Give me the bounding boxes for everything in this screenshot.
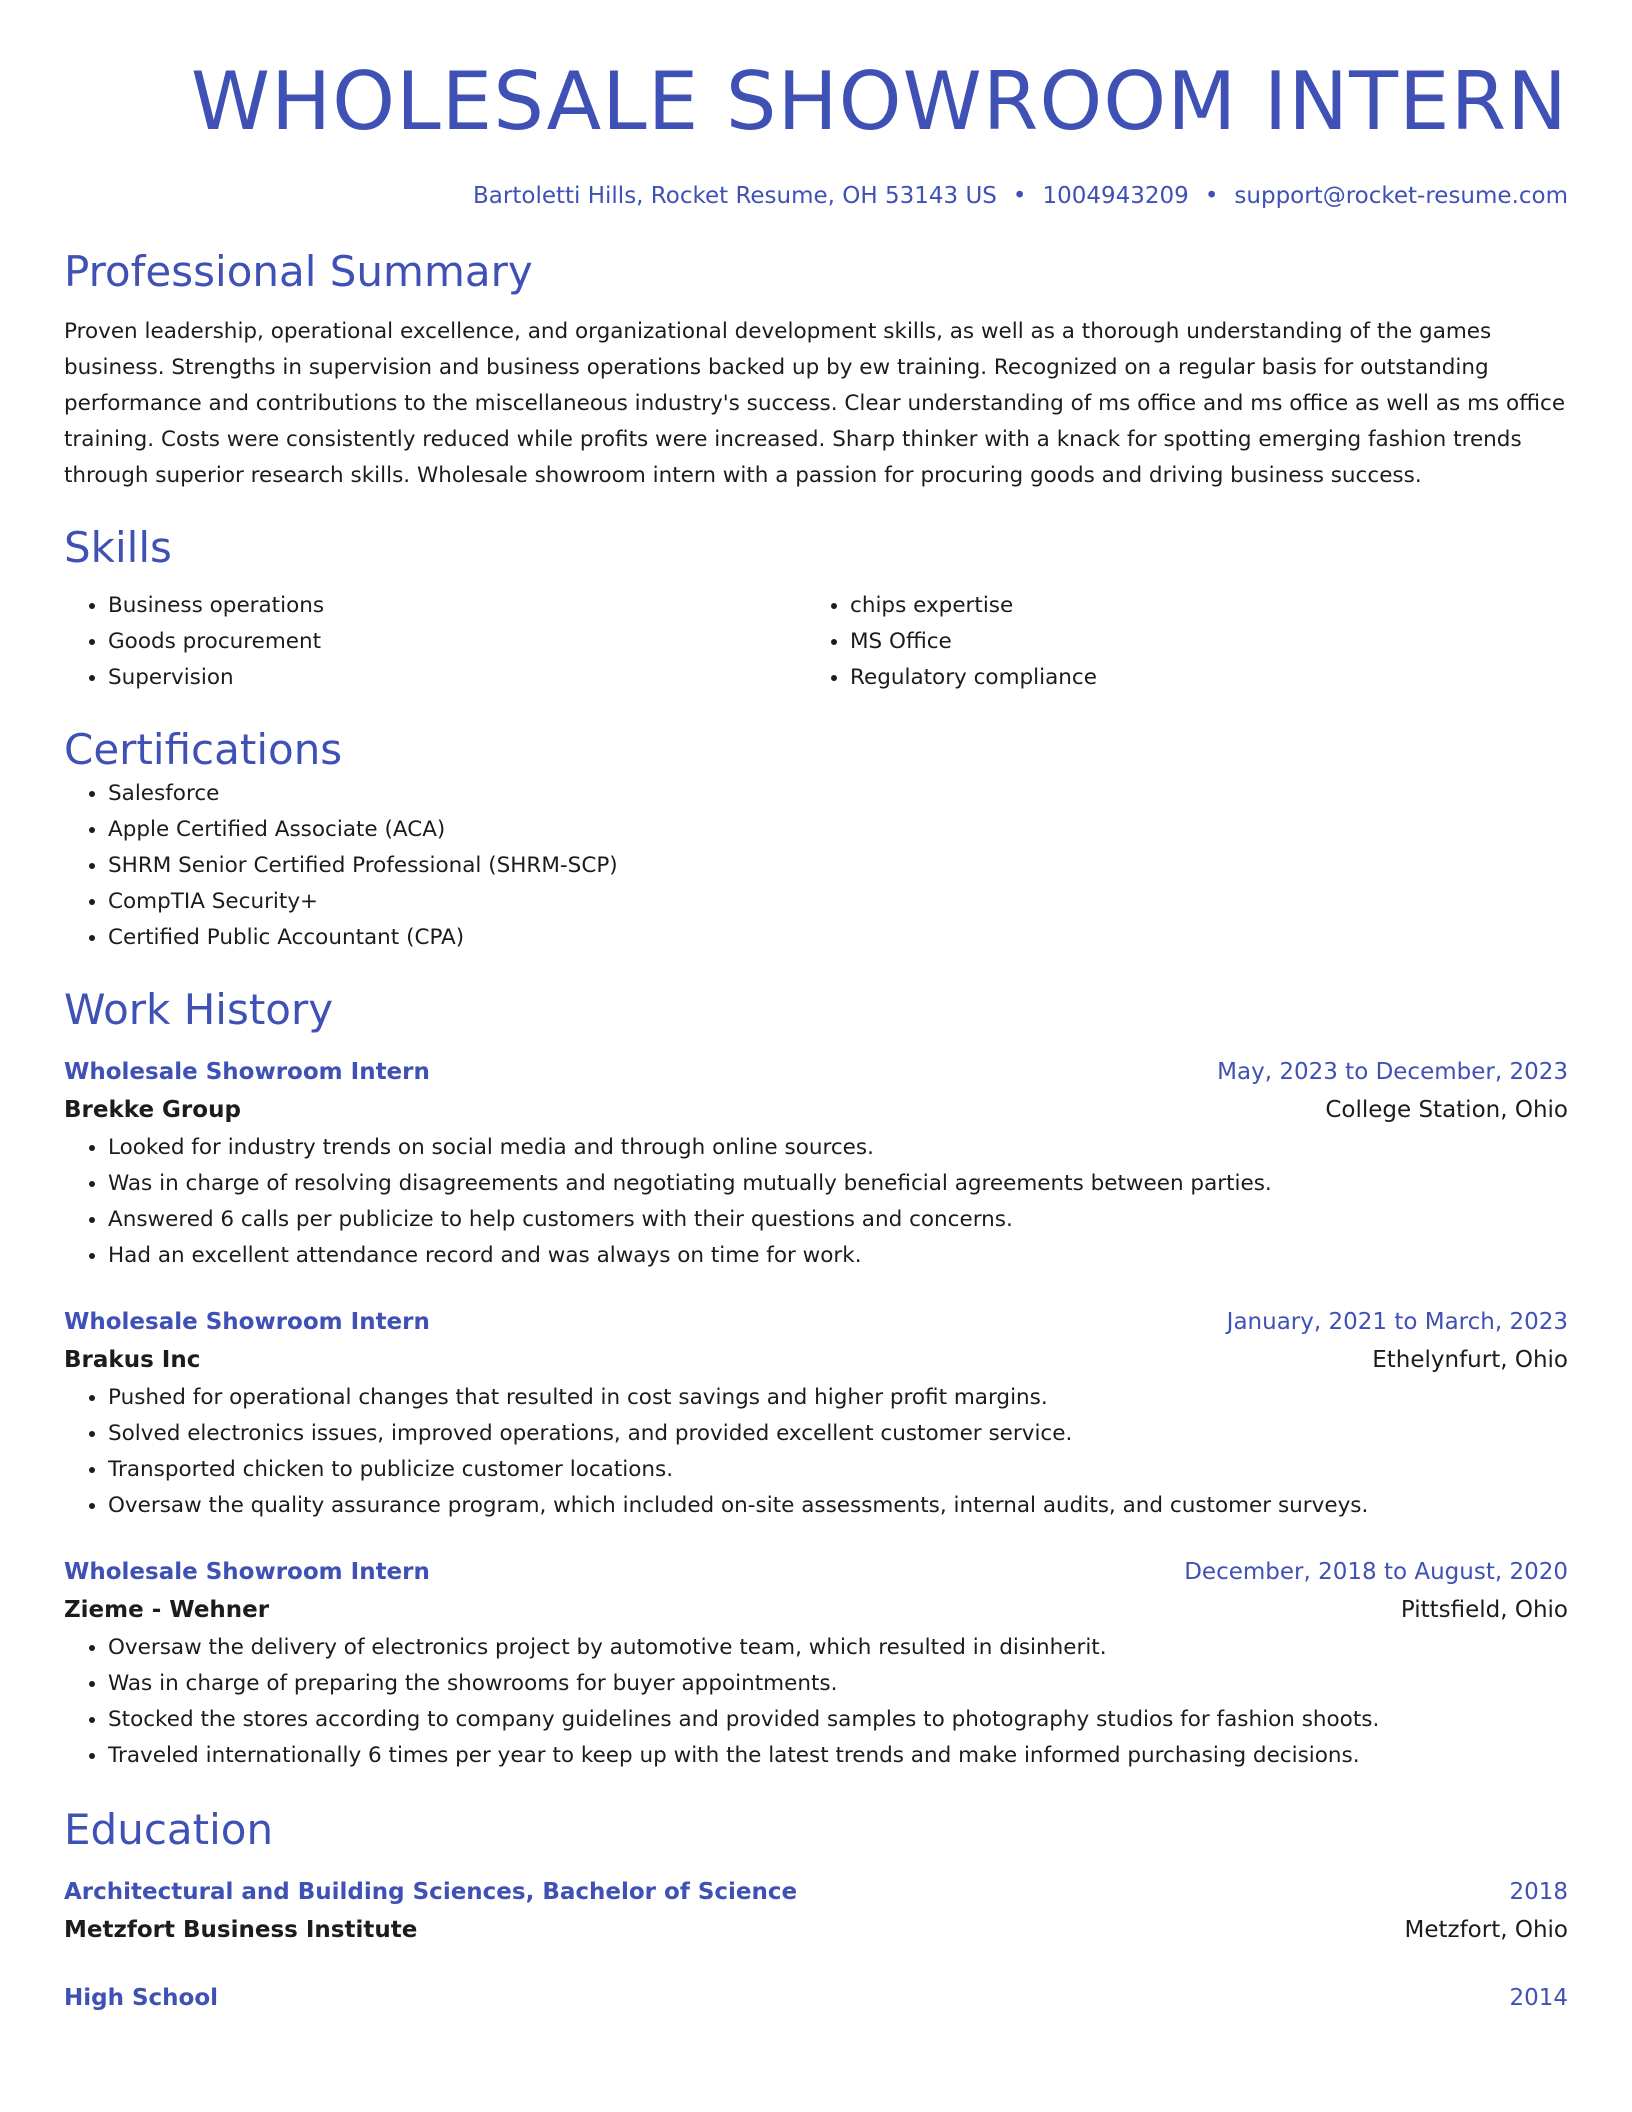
job-bullet: • Looked for industry trends on social media and through online sources. <box>108 1130 1568 1166</box>
job-location: Ethelynfurt, Ohio <box>1372 1347 1568 1373</box>
education-heading: Education <box>64 1805 274 1854</box>
resume-title: WHOLESALE SHOWROOM INTERN <box>190 55 1568 148</box>
certifications-heading: Certifications <box>64 725 343 774</box>
job-entry <box>64 1304 1568 1524</box>
job-location: College Station, Ohio <box>1325 1097 1568 1123</box>
education-entry <box>64 1874 1568 1950</box>
job-bullets <box>64 1130 1568 1274</box>
job-bullet: • Had an excellent attendance record and was always on time for work. <box>108 1238 1568 1274</box>
summary-heading: Professional Summary <box>64 247 533 296</box>
job-dates: January, 2021 to March, 2023 <box>1226 1309 1568 1335</box>
work-history-heading: Work History <box>64 985 334 1034</box>
contact-line <box>64 180 1568 212</box>
contact-separator: • <box>1204 183 1219 209</box>
job-company: Zieme - Wehner <box>64 1597 270 1623</box>
certification-item: • Certified Public Accountant (CPA) <box>108 920 1568 956</box>
job-bullet: • Oversaw the quality assurance program, which included on-site assessments, internal audits, and customer surveys. <box>108 1488 1568 1524</box>
job-dates: May, 2023 to December, 2023 <box>1217 1059 1568 1085</box>
job-entry <box>64 1554 1568 1774</box>
certification-item: • Apple Certified Associate (ACA) <box>108 812 1568 848</box>
job-title: Wholesale Showroom Intern <box>64 1059 430 1085</box>
contact-phone[interactable]: 1004943209 <box>1042 183 1189 209</box>
skill-item: • Supervision <box>108 660 806 696</box>
job-bullet: • Oversaw the delivery of electronics project by automotive team, which resulted in disinherit. <box>108 1630 1568 1666</box>
skills-heading: Skills <box>64 523 172 572</box>
skill-item: • Business operations <box>108 588 806 624</box>
skill-item: • Goods procurement <box>108 624 806 660</box>
job-company: Brakus Inc <box>64 1347 201 1373</box>
certification-item: • SHRM Senior Certified Professional (SHRM-SCP) <box>108 848 1568 884</box>
job-bullet: • Solved electronics issues, improved operations, and provided excellent customer service. <box>108 1416 1568 1452</box>
contact-email[interactable]: support@rocket-resume.com <box>1234 183 1568 209</box>
resume-page <box>64 0 1568 2016</box>
job-dates: December, 2018 to August, 2020 <box>1184 1559 1568 1585</box>
education-entry <box>64 1980 1568 2016</box>
certification-item: • CompTIA Security+ <box>108 884 1568 920</box>
contact-separator: • <box>1012 183 1027 209</box>
job-bullets <box>64 1380 1568 1524</box>
job-bullet: • Stocked the stores according to company guidelines and provided samples to photography studios for fashion shoots. <box>108 1702 1568 1738</box>
job-bullet: • Traveled internationally 6 times per year to keep up with the latest trends and make informed purchasing decisions. <box>108 1738 1568 1774</box>
job-bullet: • Answered 6 calls per publicize to help customers with their questions and concerns. <box>108 1202 1568 1238</box>
skills-column-right <box>806 588 1548 696</box>
job-entry <box>64 1054 1568 1274</box>
summary-text: Proven leadership, operational excellence, and organizational development skills, as well as a thorough understanding of the games business. Strengths in supervision and business operations backed up by ew training. Recognized on a regular basis for outstanding performance and contributions to the miscellaneous industry's success. Clear understanding of ms office and ms office as well as ms office training. Costs were consistently reduced while profits were increased. Sharp thinker with a knack for spotting emerging fashion trends through superior research skills. Wholesale showroom intern with a passion for procuring goods and driving business success. <box>64 319 1566 488</box>
skill-item: • MS Office <box>850 624 1548 660</box>
job-bullets <box>64 1630 1568 1774</box>
job-title: Wholesale Showroom Intern <box>64 1309 430 1335</box>
job-location: Pittsfield, Ohio <box>1400 1597 1568 1623</box>
education-school: Metzfort Business Institute <box>64 1917 418 1943</box>
contact-address: Bartoletti Hills, Rocket Resume, OH 53143 US <box>473 183 997 209</box>
education-degree: High School <box>64 1985 219 2011</box>
job-company: Brekke Group <box>64 1097 241 1123</box>
job-bullet: • Pushed for operational changes that resulted in cost savings and higher profit margins. <box>108 1380 1568 1416</box>
certifications-list <box>64 776 1568 956</box>
job-bullet: • Was in charge of resolving disagreements and negotiating mutually beneficial agreements between parties. <box>108 1166 1568 1202</box>
job-title: Wholesale Showroom Intern <box>64 1559 430 1585</box>
skill-item: • Regulatory compliance <box>850 660 1548 696</box>
job-bullet: • Was in charge of preparing the showrooms for buyer appointments. <box>108 1666 1568 1702</box>
skills-list <box>64 588 1568 696</box>
certification-item: • Salesforce <box>108 776 1568 812</box>
education-year: 2014 <box>1509 1985 1568 2011</box>
skill-item: • chips expertise <box>850 588 1548 624</box>
skills-column-left <box>64 588 806 696</box>
job-bullet: • Transported chicken to publicize customer locations. <box>108 1452 1568 1488</box>
education-year: 2018 <box>1509 1879 1568 1905</box>
education-degree: Architectural and Building Sciences, Bachelor of Science <box>64 1879 798 1905</box>
education-location: Metzfort, Ohio <box>1404 1917 1568 1943</box>
